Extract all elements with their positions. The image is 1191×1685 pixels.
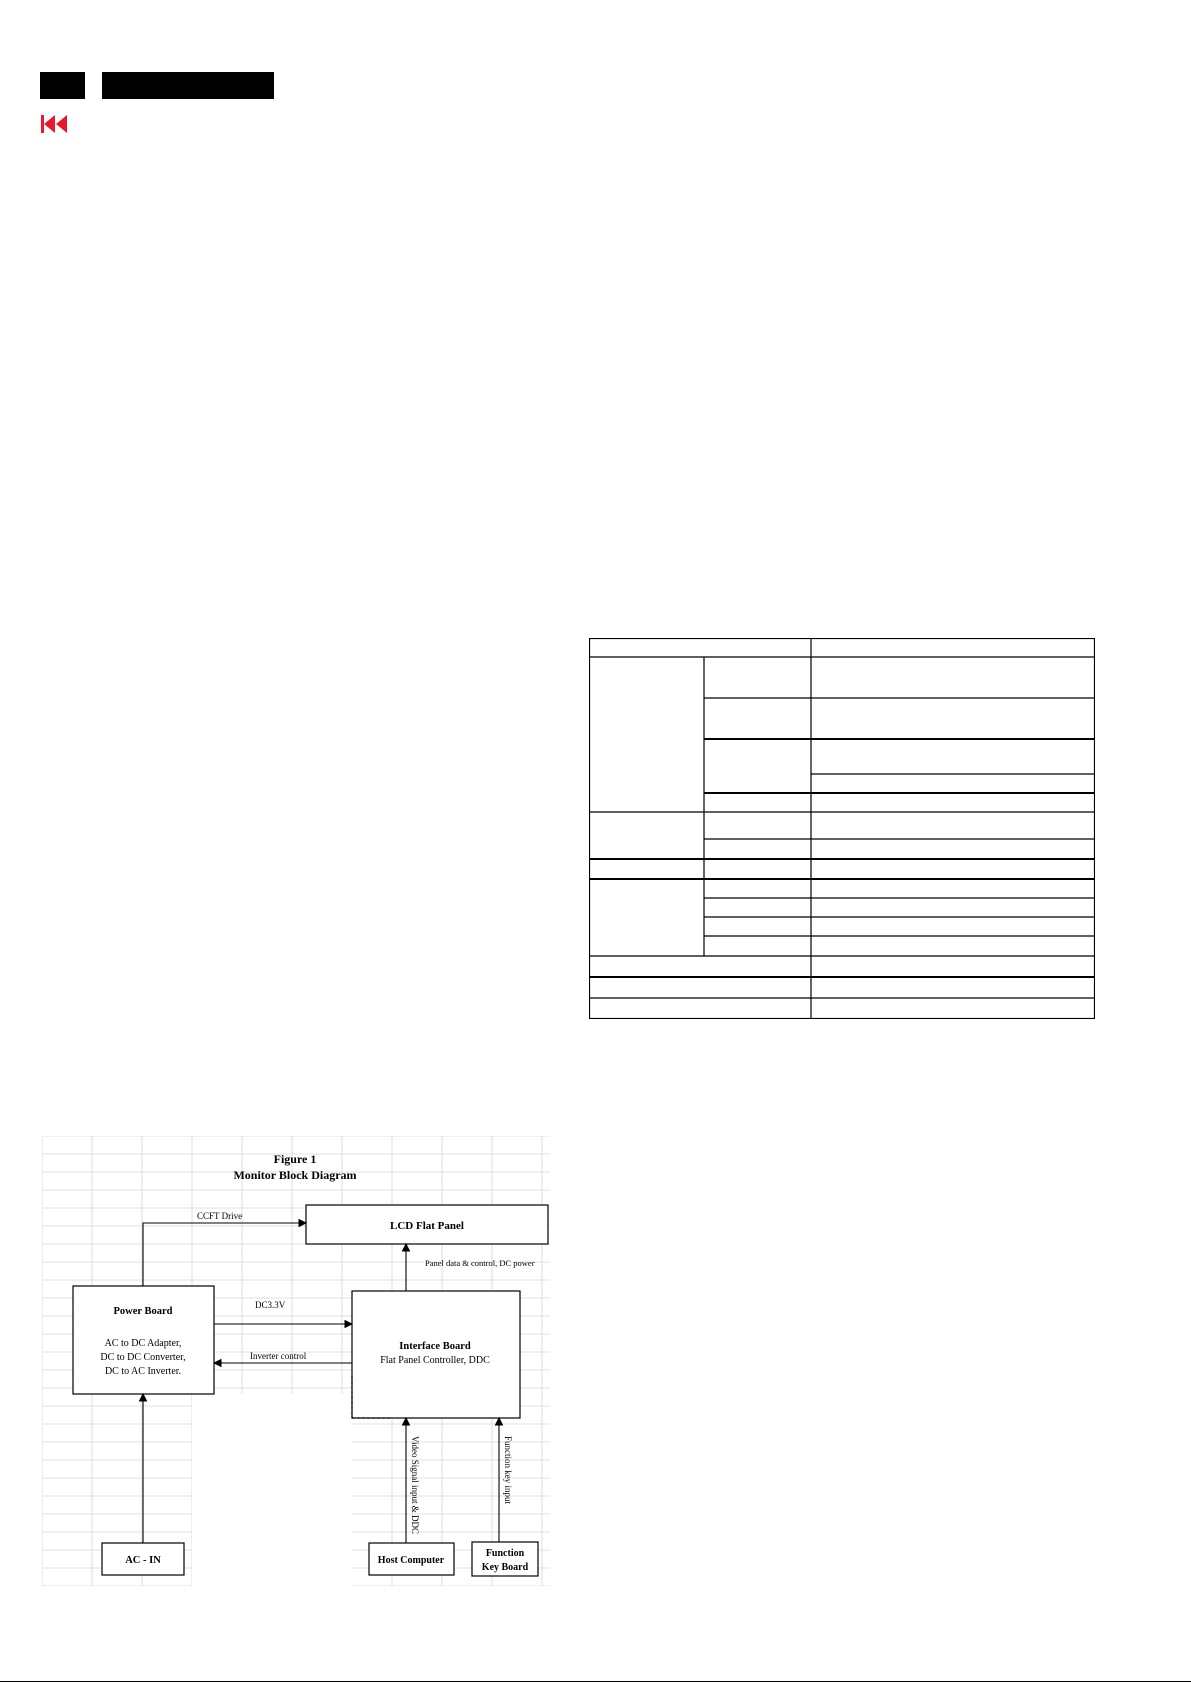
power-board-title: Power Board	[113, 1306, 173, 1317]
skip-back-icon[interactable]	[40, 113, 68, 135]
interface-board-subtitle: Flat Panel Controller, DDC	[380, 1355, 490, 1366]
header-page-number-bar	[40, 72, 85, 99]
power-board-line-3: DC to AC Inverter.	[104, 1366, 182, 1377]
function-key-board-line-2: Key Board	[481, 1562, 529, 1573]
video-signal-label: Video Signal input & DDC	[410, 1436, 420, 1534]
host-computer-label: Host Computer	[377, 1555, 445, 1566]
power-board-line-1: AC to DC Adapter,	[104, 1338, 182, 1349]
inverter-control-label: Inverter control	[250, 1351, 307, 1361]
power-board-line-2: DC to DC Converter,	[100, 1352, 186, 1363]
monitor-block-diagram	[42, 1136, 550, 1586]
figure-title: Monitor Block Diagram	[233, 1168, 357, 1182]
ac-in-label: AC - IN	[125, 1555, 161, 1566]
header-title-bar	[102, 72, 274, 99]
lcd-flat-panel-label: LCD Flat Panel	[390, 1220, 464, 1232]
function-key-board-line-1: Function	[485, 1548, 525, 1559]
dc33v-label: DC3.3V	[255, 1300, 286, 1310]
ccft-drive-arrow	[143, 1223, 306, 1286]
footer-rule	[0, 1681, 1191, 1682]
spec-table	[589, 638, 1095, 1019]
function-key-input-label: Function key input	[503, 1436, 513, 1504]
interface-board-title: Interface Board	[399, 1341, 471, 1352]
ccft-drive-label: CCFT Drive	[197, 1211, 243, 1221]
figure-number: Figure 1	[273, 1152, 317, 1166]
panel-data-label: Panel data & control, DC power	[425, 1258, 535, 1268]
